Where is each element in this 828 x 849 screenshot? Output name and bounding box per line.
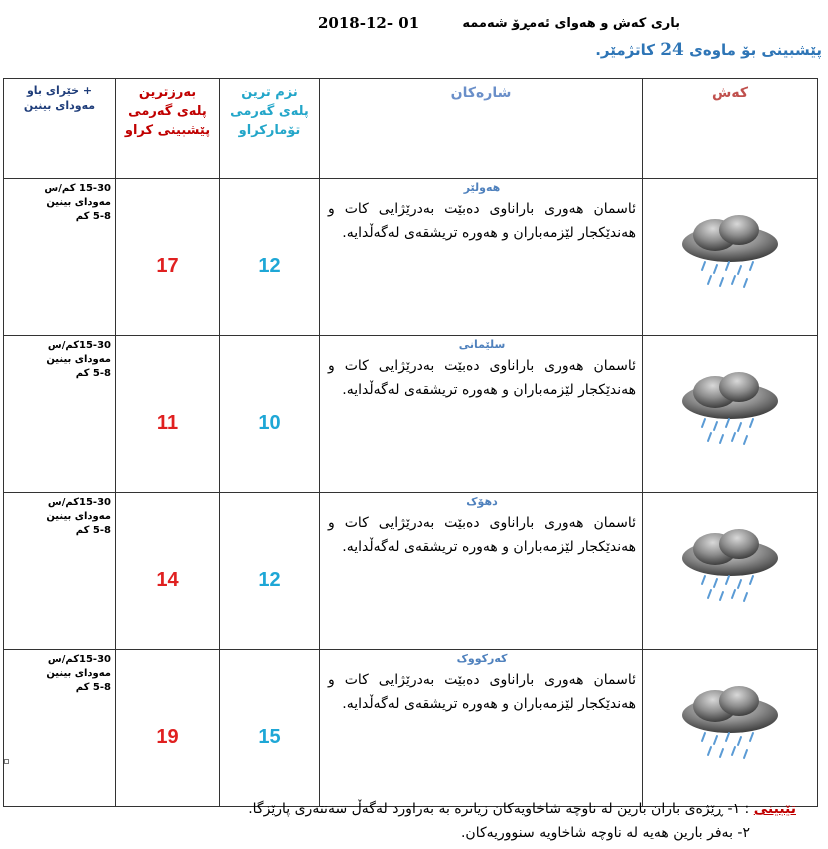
rain-cloud-icon [675, 524, 785, 614]
min-temp-value: 10 [220, 336, 320, 493]
forecast-period-prefix: پێشبینی بۆ ماوەی [689, 41, 822, 59]
report-title-text: باری کەش و هەوای ئەمڕۆ شەممە [462, 16, 680, 31]
min-temp-value: 15 [220, 650, 320, 807]
city-forecast-cell [320, 493, 643, 650]
note-line-2 [96, 821, 796, 845]
city-name: کەرکووک [456, 652, 508, 665]
note-text-2: ٢- بەفر بارین هەیە لە ناوچە شاخاویە سنووریەکان. [460, 825, 750, 841]
notes-section [96, 797, 796, 845]
rain-cloud-icon [675, 210, 785, 300]
rain-cloud-icon [675, 681, 785, 771]
table-row [4, 493, 818, 650]
report-title [300, 14, 680, 36]
table-row [4, 336, 818, 493]
max-temp-value: 14 [116, 493, 220, 650]
forecast-period-suffix: کاتژمێر. [595, 41, 655, 59]
forecast-period-hours: 24 [660, 40, 684, 60]
wind-visibility-cell: 15-30کم/س مەودای بینین 5-8 کم [4, 650, 116, 807]
city-name: دهۆک [466, 495, 498, 508]
note-label: تێبینی [753, 801, 796, 817]
header-max-temp: بەرزترین پلەی گەرمی پێشبینی کراو [116, 79, 220, 179]
table-row [4, 650, 818, 807]
max-temp-value: 17 [116, 179, 220, 336]
wind-visibility-cell: 15-30کم/س مەودای بینین 5-8 کم [4, 493, 116, 650]
weather-icon-cell [643, 179, 818, 336]
min-temp-value: 12 [220, 493, 320, 650]
rain-cloud-icon [675, 367, 785, 457]
weather-icon-cell [643, 336, 818, 493]
min-temp-value: 12 [220, 179, 320, 336]
city-forecast-cell [320, 336, 643, 493]
city-name: سلێمانی [458, 338, 506, 351]
weather-icon-cell [643, 650, 818, 807]
forecast-table [3, 78, 818, 807]
max-temp-value: 11 [116, 336, 220, 493]
header-cities: شارەکان [320, 79, 643, 179]
report-date: 2018-12- 01 [318, 14, 420, 32]
forecast-period [595, 40, 822, 60]
header-wind-visibility: خێرای باو + مەودای بینین [4, 79, 116, 179]
table-row [4, 179, 818, 336]
note-text-1: : ١- ڕێژەی باران بارین لە ناوچە شاخاویەکان زیاترە بە بەراورد لەگەڵ سەنتەری پارێزگا. [248, 801, 754, 817]
note-line-1 [96, 797, 796, 821]
weather-icon-cell [643, 493, 818, 650]
city-forecast-cell [320, 179, 643, 336]
header-min-temp: نزم ترین پلەی گەرمی تۆمارکراو [220, 79, 320, 179]
city-forecast-cell [320, 650, 643, 807]
max-temp-value: 19 [116, 650, 220, 807]
forecast-description: ئاسمان هەوری باراناوی دەبێت بەدرێژایی کات و هەندێکجار لێزمەباران و هەورە تریشقەی لەگەڵدایە. [328, 201, 636, 241]
city-name: هەولێر [463, 181, 501, 194]
forecast-description: ئاسمان هەوری باراناوی دەبێت بەدرێژایی کات و هەندێکجار لێزمەباران و هەورە تریشقەی لەگەڵدایە. [328, 672, 636, 712]
corner-mark [4, 759, 9, 764]
wind-visibility-cell: 15-30کم/س مەودای بینین 5-8 کم [4, 336, 116, 493]
header-weather: کەش [643, 79, 818, 179]
table-header-row [4, 79, 818, 179]
wind-visibility-cell: 15-30 کم/س مەودای بینین 5-8 کم [4, 179, 116, 336]
forecast-description: ئاسمان هەوری باراناوی دەبێت بەدرێژایی کات و هەندێکجار لێزمەباران و هەورە تریشقەی لەگەڵدایە. [328, 358, 636, 398]
forecast-description: ئاسمان هەوری باراناوی دەبێت بەدرێژایی کات و هەندێکجار لێزمەباران و هەورە تریشقەی لەگەڵدایە. [328, 515, 636, 555]
